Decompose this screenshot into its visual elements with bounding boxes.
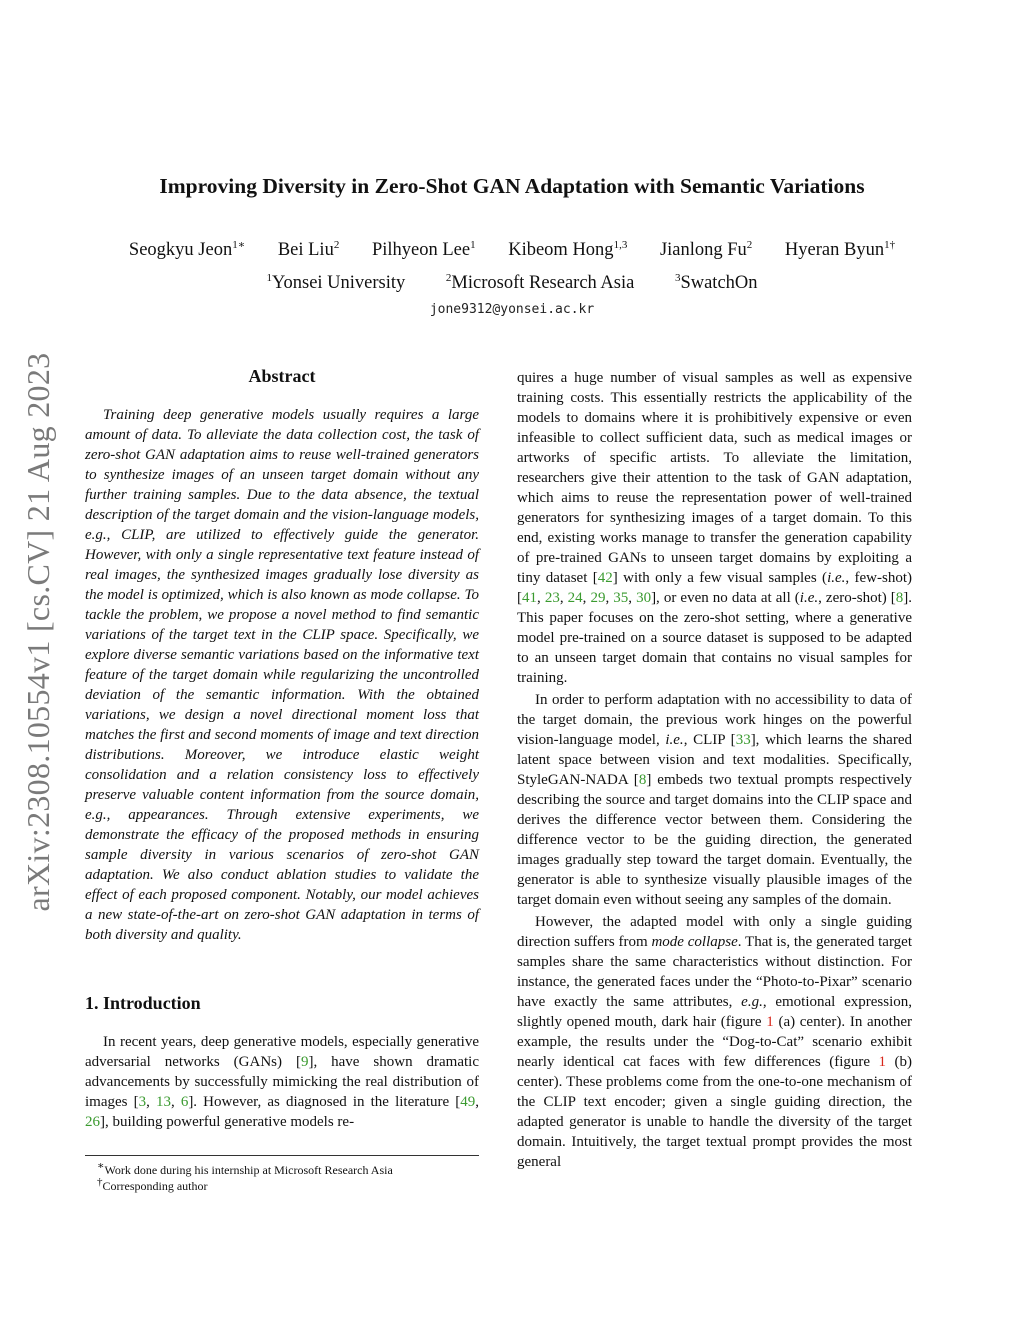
figure-ref-link[interactable]: 1 [766,1014,774,1030]
affiliation [446,273,634,293]
intro-paragraph [85,1032,479,1132]
text-run: i.e. [799,590,819,606]
footnotes [85,1155,479,1194]
text-run: In recent years, deep generative models, especially generative adversarial networks (GANs) [ [85,1034,479,1070]
author-mark: 2 [333,238,340,251]
affiliation-mark: 3 [674,271,681,284]
text-run: mode collapse [651,934,738,950]
author [785,240,895,260]
author [508,240,627,260]
text-run: , [605,590,614,606]
affiliation [266,273,405,293]
text-run: , [146,1094,156,1110]
affiliation-name: Microsoft Research Asia [451,273,635,293]
author-mark: 1,3 [613,238,628,251]
footnote-text: Corresponding author [102,1179,208,1193]
author-name: Kibeom Hong [508,240,614,260]
citation-link[interactable]: 24 [567,590,583,606]
text-run: ] with only a few visual samples ( [612,570,828,586]
abstract-heading: Abstract [248,366,316,386]
text-run: e.g. [741,994,763,1010]
text-run: (a) center). In another example, the results under the “Dog-to-Cat” scenario exhibit nearly identical cat faces with few differences (figure [517,1014,912,1070]
text-run: ] embeds two textual prompts respectively describing the source and target domains into the CLIP space and derives the difference vector between them. Considering the difference vector to be the guiding direction, the generated images gradually step toward the target domain. Eventually, the generator is able to synthesize visually plausible images of the target domain even without seeing any samples of the domain. [517,772,912,908]
section-heading-introduction: 1. Introduction [85,993,201,1013]
affiliation [675,273,758,293]
author-mark: 1 [470,238,476,251]
citation-link[interactable]: 33 [735,732,751,748]
text-run: , CLIP [ [683,732,736,748]
citation-link[interactable]: 13 [155,1094,171,1110]
contact-email: jone9312@yonsei.ac.kr [429,302,595,317]
footnote-mark: ∗ [97,1160,105,1172]
author [372,240,476,260]
citation-link[interactable]: 35 [613,590,629,606]
author [660,240,752,260]
text-run: ], building powerful generative models re- [100,1114,355,1130]
body-paragraph [517,912,912,1172]
text-run: ]. This paper focuses on the zero-shot setting, where a generative model pre-trained on a source dataset is supposed to be adapted to an unseen target domain that contains no visual samples for training. [517,590,913,686]
citation-link[interactable]: 26 [85,1114,100,1130]
text-run: , [559,590,568,606]
citation-link[interactable]: 29 [590,590,606,606]
author-mark: 1∗ [232,238,246,251]
citation-link[interactable]: 42 [597,570,613,586]
text-run: (b) center). These problems come from the one-to-one mechanism of the CLIP text encoder; given a single guiding direction, the adapted generator is unable to handle the diversity of the target domain. Intuitively, the target textual prompt provides the most general [517,1054,912,1170]
author-list [0,240,1024,261]
text-run: In order to perform adaptation with no accessibility to data of the target domain, the previous work hinges on the powerful vision-language model, [517,692,912,748]
text-run: , few-shot) [ [517,570,913,606]
author-name: Hyeran Byun [784,240,885,260]
text-run: , [475,1094,480,1110]
figure-ref-link[interactable]: 1 [878,1054,887,1070]
citation-link[interactable]: 3 [138,1094,147,1110]
citation-link[interactable]: 30 [636,590,652,606]
text-run: quires a huge number of visual samples as well as expensive training costs. This essentially restricts the applicability of the models to domains where it is prohibitively expensive or even infeasible to collect sufficient data, such as medical images or artworks of specific artists. To alleviate the limitation, researchers give their attention to the task of GAN adaptation, which aims to reuse the representation power of well-trained generators for synthesizing images of a target domain. To this end, existing works manage to transfer the generation capability of pre-trained GANs to unseen target domains by exploiting a tiny dataset [ [517,370,912,586]
footnote [85,1162,479,1178]
text-run: , emotional expression, slightly opened mouth, dark hair (figure [517,994,912,1030]
author-mark: 1† [884,238,896,251]
citation-link[interactable]: 9 [300,1054,309,1070]
footnote-text: Work done during his internship at Microsoft Research Asia [104,1163,393,1177]
text-run: ]. However, as diagnosed in the literature [ [188,1094,461,1110]
affiliation-mark: 1 [266,271,272,284]
affiliation-mark: 2 [445,271,452,284]
citation-link[interactable]: 8 [895,590,904,606]
text-run: . That is, the generated target samples share the same characteristics without distinction. For instance, the generated faces under the “Photo-to-Pixar” scenario have exactly the same attributes, [517,934,913,1010]
citation-link[interactable]: 41 [522,590,537,606]
text-run: ], have shown dramatic advancements by successfully mimicking the real distribution of images [ [85,1054,479,1110]
author [278,240,340,260]
text-run: ], which learns the shared latent space between vision and text modalities. Specifically, StyleGAN-NADA [ [517,732,912,788]
abstract-text: Training deep generative models usually requires a large amount of data. To alleviate the data collection cost, the task of zero-shot GAN adaptation aims to reuse well-trained generators to synthesize images of an unseen target domain without any further training samples. Due to the data absence, the textual description of the target domain and the vision-language models, e.g., CLIP, are utilized to effectively guide the generator. However, with only a single representative text feature instead of real images, the synthesized images gradually lose diversity as the model is optimized, which is also known as mode collapse. To tackle the problem, we propose a novel method to find semantic variations of the target text in the CLIP space. Specifically, we explore diverse semantic variations based on the informative text feature of the target domain while regularizing the uncontrolled deviation of the semantic information. With the obtained variations, we design a novel directional moment loss that matches the first and second moments of image and text direction distributions. Moreover, we introduce elastic weight consolidation and a relation consistency loss to effectively preserve valuable content information from the source domain, e.g., appearances. Through extensive experiments, we demonstrate the efficacy of the proposed methods in ensuring sample diversity in various scenarios of zero-shot GAN adaptation. We also conduct ablation studies to validate the effect of each proposed component. Notably, our model achieves a new state-of-the-art on zero-shot GAN adaptation in terms of both diversity and quality. [85,407,479,943]
text-run: , [537,590,545,606]
body-paragraph [517,368,912,688]
right-column [517,368,912,1172]
text-run: i.e. [827,570,846,586]
text-run: , [582,590,591,606]
text-run: , zero-shot) [ [818,590,896,606]
text-run: ], or even no data at all ( [651,590,800,606]
text-run: , [628,590,637,606]
citation-link[interactable]: 23 [544,590,560,606]
citation-link[interactable]: 8 [638,772,647,788]
paper-title: Improving Diversity in Zero-Shot GAN Adaptation with Semantic Variations [159,174,865,198]
citation-link[interactable]: 6 [180,1094,189,1110]
arxiv-identifier: arXiv:2308.10554v1 [cs.CV] 21 Aug 2023 [20,352,56,912]
author [129,240,245,260]
body-paragraph [517,690,912,910]
author-name: Jianlong Fu [659,240,747,260]
affiliation-list [0,273,1024,294]
author-name: Seogkyu Jeon [128,240,233,260]
affiliation-name: SwatchOn [680,273,758,293]
author-mark: 2 [746,238,753,251]
author-name: Pilhyeon Lee [371,240,471,260]
footnote [85,1178,479,1194]
text-run: However, the adapted model with only a single guiding direction suffers from [517,914,912,950]
left-column [85,366,479,1132]
footnote-mark: † [97,1176,103,1188]
text-run: i.e. [665,732,684,748]
text-run: , [170,1094,181,1110]
author-name: Bei Liu [277,240,334,260]
affiliation-name: Yonsei University [271,273,406,293]
citation-link[interactable]: 49 [460,1094,476,1110]
